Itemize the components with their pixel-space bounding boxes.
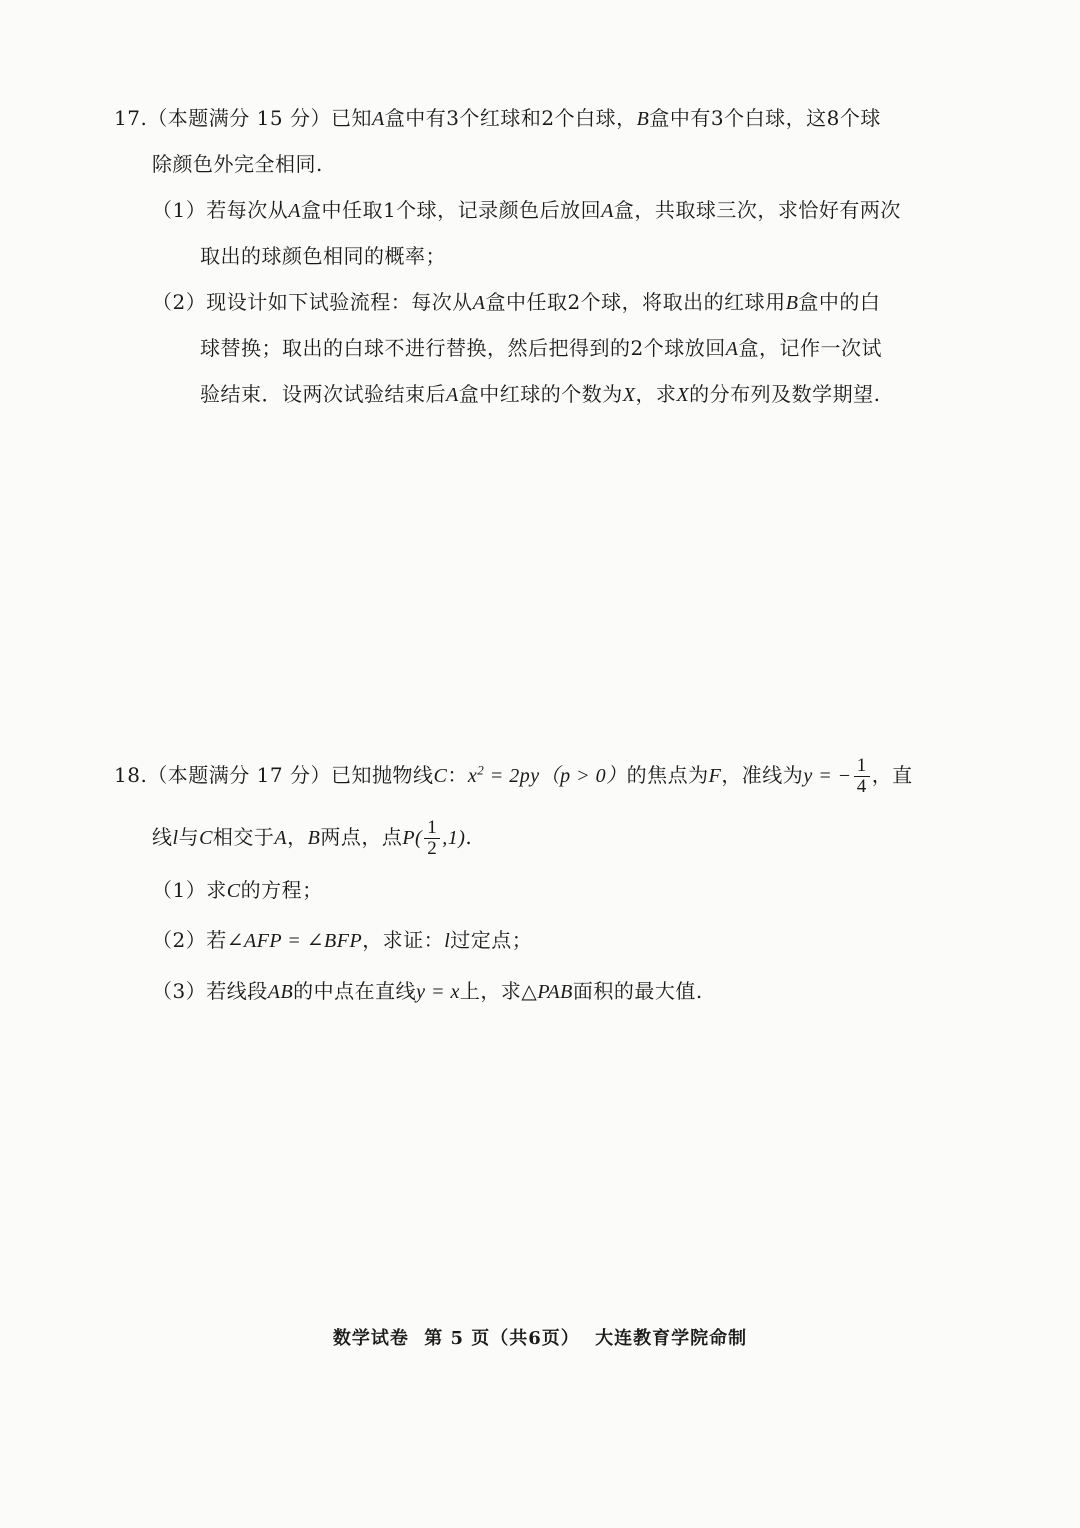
q18-number: 18. — [114, 763, 148, 787]
q18-part1: （1）求C的方程； — [152, 878, 323, 902]
footer-page: 第 5 页（共6页） — [424, 1328, 580, 1349]
q17-line1: 17.（本题满分 15 分）已知A盒中有3个红球和2个白球，B盒中有3个白球，这8个球 — [114, 106, 881, 130]
q17-line2: 除颜色外完全相同. — [152, 152, 323, 176]
q17-part1: （1）若每次从A盒中任取1个球，记录颜色后放回A盒，共取球三次，求恰好有两次 — [152, 198, 901, 222]
page-footer — [0, 1324, 1080, 1350]
footer-subject: 数学试卷 — [332, 1328, 409, 1349]
q18-part2: （2）若∠AFP = ∠BFP，求证：l过定点； — [152, 928, 533, 952]
point-p-fraction: $\frac{1}{2}$ — [424, 818, 440, 859]
q17-part2-line2: 球替换；取出的白球不进行替换，然后把得到的2个球放回A盒，记作一次试 — [200, 336, 882, 360]
q17-number: 17. — [114, 106, 148, 130]
q17-part2-line3: 验结束．设两次试验结束后A盒中红球的个数为X，求X的分布列及数学期望. — [200, 382, 881, 406]
q18-line2: 线l与C相交于A，B两点，点P( $\frac{1}{2}$ ,1). — [152, 817, 473, 859]
q18-line1: 18.（本题满分 17 分）已知抛物线C：$x^2 = 2py(p > 0)$的焦点为F，准线为y = − $\frac{1}{4}$ ，直 — [114, 755, 913, 797]
q18-part3: （3）若线段AB的中点在直线y = x上，求△PAB面积的最大值. — [152, 979, 703, 1003]
q17-part2: （2）现设计如下试验流程：每次从A盒中任取2个球，将取出的红球用B盒中的白 — [152, 290, 881, 314]
parabola-equation: $x^2 = 2py$ — [467, 762, 540, 787]
directrix-fraction: $\frac{1}{4}$ — [854, 756, 870, 797]
q17-part1-line2: 取出的球颜色相同的概率； — [200, 244, 446, 268]
footer-publisher: 大连教育学院命制 — [595, 1328, 748, 1349]
